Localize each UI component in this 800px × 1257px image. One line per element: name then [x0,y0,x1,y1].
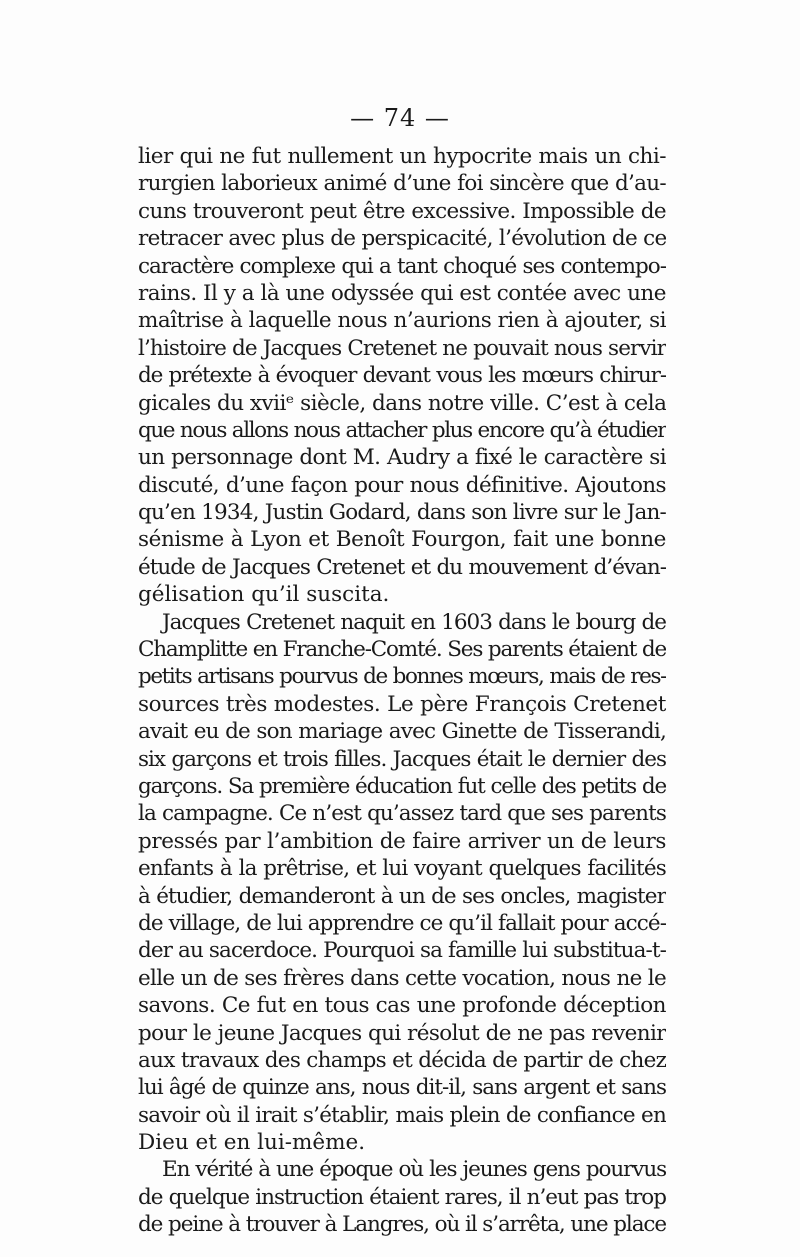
text-line: pressés par l’ambition de faire arriver un de leurs [138,828,666,854]
text-line: pour le jeune Jacques qui résolut de ne pas revenir [138,1020,666,1046]
text-line: avait eu de son mariage avec Ginette de Tisserandi, [138,719,666,745]
text-line: savoir où il irait s’établir, mais plein de confiance en [138,1102,666,1128]
text-line: gélisation qu’il suscita. [138,582,390,608]
text-line: la campagne. Ce n’est qu’assez tard que ses parents [138,801,666,827]
text-line: retracer avec plus de perspicacité, l’évolution de ce [138,226,666,252]
text-line: caractère complexe qui a tant choqué ses contempo- [138,253,666,279]
text-line: lui âgé de quinze ans, nous dit-il, sans argent et sans [138,1075,666,1101]
text-line: gicales du xviiᵉ siècle, dans notre ville. C’est à cela [138,390,666,416]
text-line: qu’en 1934, Justin Godard, dans son livre sur le Jan- [138,500,666,526]
text-line: de quelque instruction étaient rares, il n’eut pas trop [138,1184,666,1210]
page-number: — 74 — [350,104,450,132]
text-line: garçons. Sa première éducation fut celle des petits de [138,773,666,799]
text-line: de peine à trouver à Langres, où il s’arrêta, une place [138,1212,666,1238]
text-line: un personnage dont M. Audry a fixé le caractère si [138,445,666,471]
text-line: de village, de lui apprendre ce qu’il fallait pour accé- [138,910,666,936]
text-line: que nous allons nous attacher plus encore qu’à étudier [138,417,666,443]
text-line: à étudier, demanderont à un de ses oncles, magister [138,883,666,909]
text-line: Dieu et en lui-même. [138,1130,366,1156]
text-line: petits artisans pourvus de bonnes mœurs, mais de res- [138,664,666,690]
text-line: cuns trouveront peut être excessive. Impossible de [138,198,666,224]
text-line: aux travaux des champs et décida de partir de chez [138,1047,666,1073]
body-text [138,143,666,1239]
text-line: sénisme à Lyon et Benoît Fourgon, fait une bonne [138,527,666,553]
text-line: étude de Jacques Cretenet et du mouvement d’évan- [138,554,666,580]
text-line: elle un de ses frères dans cette vocation, nous ne le [138,965,666,991]
text-line: enfants à la prêtrise, et lui voyant quelques facilités [138,856,666,882]
text-line: der au sacerdoce. Pourquoi sa famille lui substitua-t- [138,938,666,964]
text-line: lier qui ne fut nullement un hypocrite mais un chi- [138,144,666,169]
text-line: Champlitte en Franche-Comté. Ses parents étaient de [138,637,666,663]
text-line: rains. Il y a là une odyssée qui est contée avec une [138,280,666,306]
text-line: l’histoire de Jacques Cretenet ne pouvait nous servir [138,335,666,361]
text-line: maîtrise à laquelle nous n’aurions rien à ajouter, si [138,308,666,334]
text-line: rurgien laborieux animé d’une foi sincère que d’au- [138,171,666,197]
text-line: sources très modestes. Le père François Cretenet [138,691,666,717]
text-line: savons. Ce fut en tous cas une profonde déception [138,993,666,1019]
text-line: discuté, d’une façon pour nous définitive. Ajoutons [138,472,666,498]
text-line: six garçons et trois filles. Jacques était le dernier des [138,746,666,772]
text-line: de prétexte à évoquer devant vous les mœurs chirur- [138,363,666,389]
paragraph-start-line: Jacques Cretenet naquit en 1603 dans le bourg de [162,609,666,635]
paragraph-start-line: En vérité à une époque où les jeunes gens pourvus [162,1157,666,1183]
